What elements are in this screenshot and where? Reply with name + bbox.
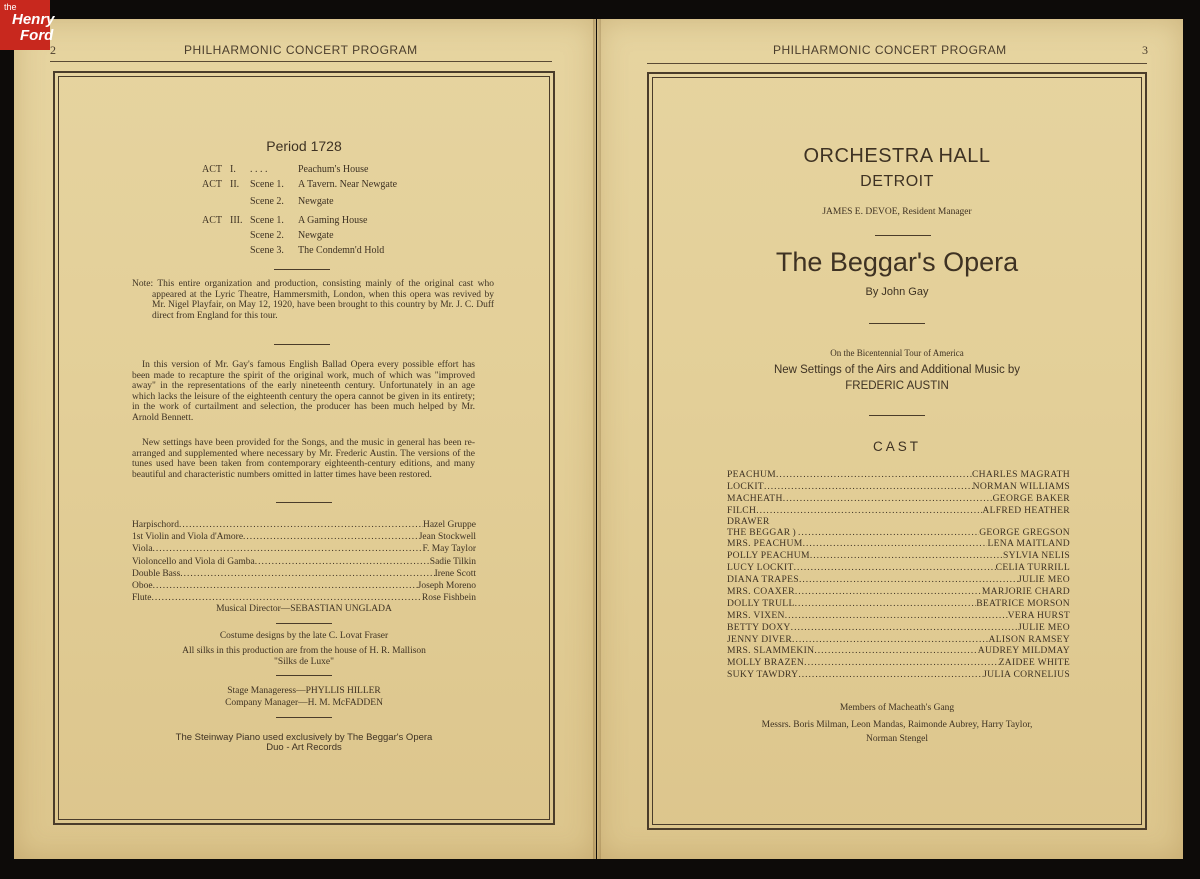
cast-row: LOCKIT ..... NORMAN WILLIAMS xyxy=(727,481,1070,493)
musician-row: Oboe ..... Joseph Moreno xyxy=(132,580,476,592)
divider-rule xyxy=(274,269,330,270)
divider-rule xyxy=(276,623,332,624)
settings-line: New Settings of the Airs and Additional Music by xyxy=(773,364,1021,376)
venue-name: ORCHESTRA HALL xyxy=(803,145,991,167)
act-row: Scene 2. Newgate xyxy=(250,196,334,207)
divider-rule xyxy=(276,717,332,718)
cast-heading: CAST xyxy=(872,439,921,454)
page-fold xyxy=(593,19,601,859)
logo-henry: Henry xyxy=(12,11,55,28)
stage-manageress: Stage Manageress—PHYLLIS HILLER xyxy=(227,686,381,696)
act-row: Scene 3. The Condemn'd Hold xyxy=(250,245,385,256)
left-page-number: 2 xyxy=(50,43,57,57)
divider-rule xyxy=(875,235,931,236)
henry-ford-logo xyxy=(0,0,55,50)
divider-rule xyxy=(276,675,332,676)
left-running-title: PHILHARMONIC CONCERT PROGRAM xyxy=(184,43,418,57)
venue-city: DETROIT xyxy=(860,173,934,190)
tour-line: On the Bicentennial Tour of America xyxy=(830,348,964,358)
act-row: ACT I. . . . . Peachum's House xyxy=(202,164,369,175)
cast-row: SUKY TAWDRY ..... JULIA CORNELIUS xyxy=(727,669,1070,681)
cast-row: MRS. PEACHUM ..... LENA MAITLAND xyxy=(727,538,1070,550)
act-row: ACT III. Scene 1. A Gaming House xyxy=(202,215,368,226)
composer-name: FREDERIC AUSTIN xyxy=(845,380,949,392)
cast-row: POLLY PEACHUM ..... SYLVIA NELIS xyxy=(727,550,1070,562)
musician-row: Flute ..... Rose Fishbein xyxy=(132,592,476,604)
divider-rule xyxy=(276,502,332,503)
left-head-rule xyxy=(50,61,552,62)
cast-row: MRS. VIXEN ..... VERA HURST xyxy=(727,610,1070,622)
period-title: Period 1728 xyxy=(266,138,342,154)
musician-row: Harpischord ..... Hazel Gruppe xyxy=(132,519,476,531)
steinway-credit: The Steinway Piano used exclusively by The Beggar's Opera xyxy=(175,732,433,743)
gang-heading: Members of Macheath's Gang xyxy=(839,703,955,713)
silks-brand: "Silks de Luxe" xyxy=(273,657,334,667)
gang-members-line2: Norman Stengel xyxy=(865,734,928,744)
divider-rule xyxy=(274,344,330,345)
right-head-rule xyxy=(647,63,1147,64)
musician-row: Double Bass ..... Irene Scott xyxy=(132,568,476,580)
acts-list xyxy=(202,162,397,258)
logo-ford: Ford xyxy=(20,27,54,44)
costume-credit: Costume designs by the late C. Lovat Fraser xyxy=(219,631,389,641)
cast-row: DOLLY TRULL ..... BEATRICE MORSON xyxy=(727,598,1070,610)
divider-rule xyxy=(869,415,925,416)
right-running-title: PHILHARMONIC CONCERT PROGRAM xyxy=(773,43,1007,57)
opera-title: The Beggar's Opera xyxy=(775,247,1019,277)
resident-manager: JAMES E. DEVOE, Resident Manager xyxy=(822,207,972,217)
musician-row: 1st Violin and Viola d'Amore ..... Jean Stockwell xyxy=(132,531,476,543)
cast-row: MRS. COAXER ..... MARJORIE CHARD xyxy=(727,586,1070,598)
musical-director: Musical Director—SEBASTIAN UNGLADA xyxy=(216,604,392,614)
cast-row: BETTY DOXY ..... JULIE MEO xyxy=(727,622,1070,634)
cast-row: DRAWER xyxy=(727,515,770,527)
musician-row: Viola ..... F. May Taylor xyxy=(132,543,476,555)
act-row: ACT II. Scene 1. A Tavern. Near Newgate xyxy=(202,179,398,190)
opera-author: By John Gay xyxy=(865,286,929,298)
version-paragraph: In this version of Mr. Gay's famous English Ballad Opera every possible effort has been made to recapture the spirit of the original work, much of which was "improved away" in the representations of the early nineteenth century. Unfortunately in an age which lacks the leisure of the eighteenth century the opera cannot be given in its entirety; in the work of curtailment and selection, the producer has been much helped by Mr. Arnold Bennett. xyxy=(132,360,475,423)
logo-the: the xyxy=(4,2,17,12)
cast-row: MOLLY BRAZEN ..... ZAIDEE WHITE xyxy=(727,657,1070,669)
right-page-number: 3 xyxy=(1142,43,1149,57)
right-page xyxy=(597,19,1183,859)
settings-paragraph: New settings have been provided for the Songs, and the music in general has been re-arranged and supplemented where necessary by Mr. Frederic Austin. The versions of the tunes used have been taken from contemporary eighteenth-century editions, and many beautiful and characteristic numbers omitted in latter times have been restored. xyxy=(132,438,475,480)
divider-rule xyxy=(869,323,925,324)
cast-row: THE BEGGAR ) ..... GEORGE GREGSON xyxy=(727,527,1070,539)
cast-list xyxy=(727,469,1070,681)
left-page xyxy=(14,19,596,859)
gang-members-line1: Messrs. Boris Milman, Leon Mandas, Raimonde Aubrey, Harry Taylor, xyxy=(761,720,1033,730)
musician-row: Violoncello and Viola di Gamba ..... Sadie Tilkin xyxy=(132,556,476,568)
silks-credit: All silks in this production are from the house of H. R. Mallison xyxy=(182,646,426,656)
cast-row: MACHEATH ..... GEORGE BAKER xyxy=(727,493,1070,505)
cast-row: LUCY LOCKIT ..... CELIA TURRILL xyxy=(727,562,1070,574)
cast-row: FILCH ..... ALFRED HEATHER xyxy=(727,505,1070,517)
duo-art-credit: Duo - Art Records xyxy=(266,742,342,753)
company-manager: Company Manager—H. M. McFADDEN xyxy=(225,698,383,708)
note-paragraph: Note: This entire organization and production, consisting mainly of the original cast who appeared at the Lyric Theatre, Hammersmith, London, when this opera was revived by Mr. Nigel Playfair, on May 12, 1920, have been brought to this country by Mr. J. C. Duff direct from England for this tour. xyxy=(132,279,494,321)
act-row: Scene 2. Newgate xyxy=(250,230,334,241)
musicians-list xyxy=(132,519,476,604)
cast-row: MRS. SLAMMEKIN ..... AUDREY MILDMAY xyxy=(727,645,1070,657)
cast-row: JENNY DIVER ..... ALISON RAMSEY xyxy=(727,634,1070,646)
cast-row: PEACHUM ..... CHARLES MAGRATH xyxy=(727,469,1070,481)
cast-row: DIANA TRAPES ..... JULIE MEO xyxy=(727,574,1070,586)
